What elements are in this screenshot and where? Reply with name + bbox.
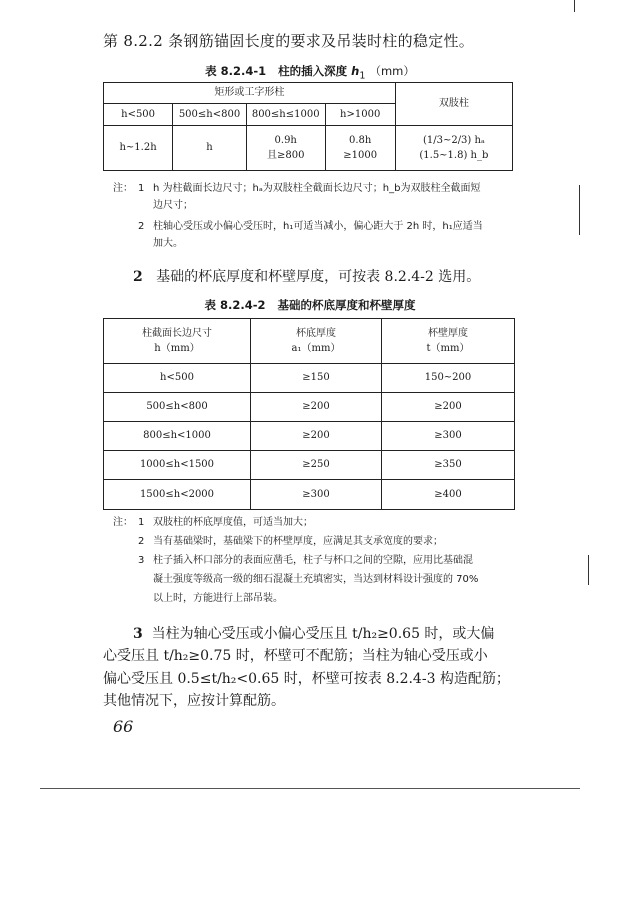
table-row [104,393,515,422]
table2-notes [113,514,523,614]
table2-cell: ≥200 [251,393,382,422]
table2-cell: 500≤h<800 [104,393,251,422]
table1-notes [113,180,523,258]
table1-caption-unit: （mm） [369,64,415,78]
table2-header-line: 柱截面长边尺寸 [142,327,212,339]
table1-caption-subscript: 1 [359,70,366,82]
note-number: 1 [138,517,145,528]
table2-cell: ≥400 [382,480,515,510]
table2-header [104,319,251,364]
table1-cell-line: 且≥800 [266,150,305,161]
table2-header-line: 杯底厚度 [296,327,336,339]
table2-caption-prefix: 表 8.2.4-2 [204,298,266,312]
table2-header-line: h（mm） [154,343,200,354]
table1-cell: h [173,126,247,171]
table-row [104,364,515,393]
table1-caption-prefix: 表 8.2.4-1 [205,64,267,78]
margin-mark [574,0,575,12]
note-text: 柱子插入杯口部分的表面应凿毛，柱子与杯口之间的空隙，应用比基础混 [153,555,473,566]
margin-mark [588,555,589,585]
section2-paragraph [133,266,480,288]
table1 [103,82,513,171]
table1-cell [246,126,325,171]
table2-cell: ≥200 [251,422,382,451]
note-text: 边尺寸； [153,200,193,211]
bottom-rule [40,788,580,789]
table1-cell [325,126,395,171]
table-row [104,480,515,510]
section2-number: 2 [133,269,143,285]
table2-header [382,319,515,364]
note-text: h 为柱截面长边尺寸；hₐ为双肢柱全截面长边尺寸；h_b为双肢柱全截面短 [153,183,481,194]
note-number: 2 [138,536,145,547]
table2-cell: ≥150 [251,364,382,393]
table1-cell-line: ≥1000 [343,150,378,161]
table2 [103,318,515,510]
table2-cell: ≥250 [251,451,382,480]
table1-cell: h~1.2h [104,126,173,171]
note-text: 以上时，方能进行上部吊装。 [153,593,283,604]
page-number: 66 [113,717,134,736]
table1-caption-title: 柱的插入深度 [278,64,348,78]
table1-col-header: h<500 [104,104,173,126]
table1-caption-symbol: h [351,64,360,78]
table1-cell-line: 0.8h [349,134,372,146]
note-text: 当有基础梁时，基础梁下的杯壁厚度，应满足其支承宽度的要求； [153,536,443,547]
table2-header-line: 杯壁厚度 [428,327,468,339]
table1-cell-line: (1/3~2/3) hₐ [422,134,485,146]
table-row [104,451,515,480]
table2-caption [150,297,470,313]
table2-cell: 1000≤h<1500 [104,451,251,480]
table1-cell [395,126,512,171]
note-text: 凝土强度等级高一级的细石混凝土充填密实，当达到材料设计强度的 70% [153,574,479,585]
table2-header-line: t（mm） [426,343,470,354]
section3-paragraph [103,623,523,713]
table1-group-header: 矩形或工字形柱 [104,83,396,104]
section3-text: 当柱为轴心受压或小偏心受压且 t/h₂≥0.65 时，或大偏 [151,626,495,642]
note-number: 3 [138,555,145,566]
margin-mark [579,185,580,235]
note-number: 2 [138,221,145,232]
table2-cell: 150~200 [382,364,515,393]
table2-cell: 800≤h<1000 [104,422,251,451]
section3-line [103,623,523,645]
table2-cell: ≥300 [251,480,382,510]
table2-cell: ≥300 [382,422,515,451]
notes-label: 注： [113,517,133,528]
table1-cell-line: (1.5~1.8) h_b [419,150,489,161]
table2-cell: 1500≤h<2000 [104,480,251,510]
table2-header-line: a₁（mm） [291,343,341,354]
table1-dual-header: 双肢柱 [395,83,512,126]
note-number: 1 [138,183,145,194]
section3-line: 偏心受压且 0.5≤t/h₂<0.65 时，杯壁可按表 8.2.4-3 构造配筋； [103,670,510,687]
table1-col-header: 800≤h≤1000 [246,104,325,126]
table2-cell: ≥200 [382,393,515,422]
table-row [104,422,515,451]
section3-line: 其他情况下，应按计算配筋。 [103,693,285,710]
section3-line: 心受压且 t/h₂≥0.75 时，杯壁可不配筋；当柱为轴心受压或小 [103,648,488,665]
section3-number: 3 [133,626,143,642]
table1-col-header: h>1000 [325,104,395,126]
table2-caption-title: 基础的杯底厚度和杯壁厚度 [277,298,416,312]
table1-col-header: 500≤h<800 [173,104,247,126]
table2-cell: h<500 [104,364,251,393]
note-text: 加大。 [153,238,183,249]
table1-caption [150,63,470,81]
notes-label: 注： [113,183,133,194]
note-text: 双肢柱的杯底厚度值，可适当加大； [153,517,313,528]
table2-header [251,319,382,364]
section2-text: 基础的杯底厚度和杯壁厚度，可按表 8.2.4-2 选用。 [156,269,481,285]
table2-cell: ≥350 [382,451,515,480]
table1-cell-line: 0.9h [274,134,297,146]
intro-line: 第 8.2.2 条钢筋锚固长度的要求及吊装时柱的稳定性。 [103,32,475,50]
note-text: 柱轴心受压或小偏心受压时，h₁可适当减小，偏心距大于 2h 时，h₁应适当 [153,221,483,232]
